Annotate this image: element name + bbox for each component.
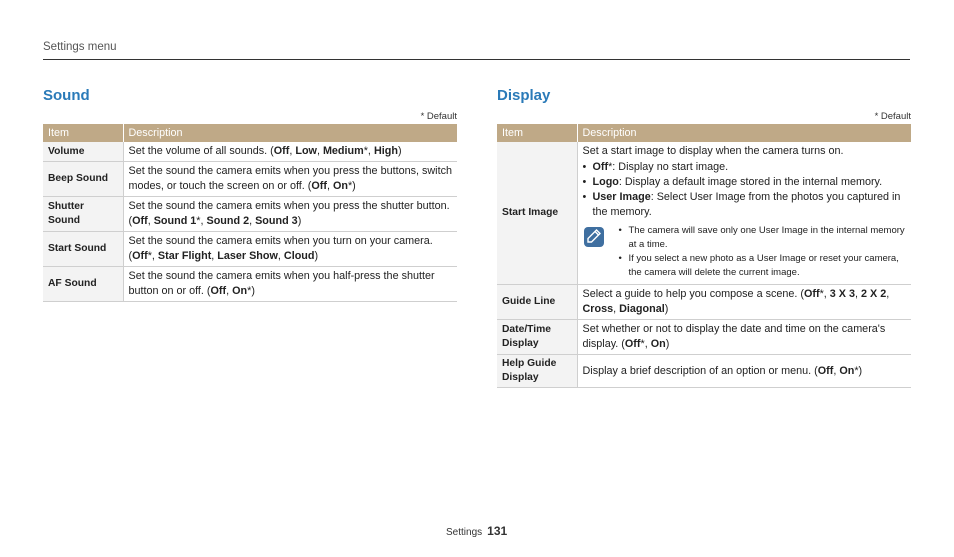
header-divider <box>43 59 910 60</box>
footer-label: Settings <box>446 527 483 538</box>
description-cell: Display a brief description of an option or menu. (Off, On*) <box>577 355 911 388</box>
option-item: • Off*: Display no start image. <box>583 160 907 175</box>
option-item: • Logo: Display a default image stored in the internal memory. <box>583 175 907 190</box>
description-cell: Set whether or not to display the date and time on the camera's display. (Off*, On) <box>577 320 911 355</box>
sound-table <box>43 124 457 302</box>
sound-section <box>43 86 457 302</box>
display-section <box>497 86 911 388</box>
description-cell: Set the volume of all sounds. (Off, Low, Medium*, High) <box>123 142 457 162</box>
option-list <box>583 160 907 220</box>
table-row <box>43 267 457 302</box>
description-cell: Set the sound the camera emits when you turn on your camera. (Off*, Star Flight, Laser Show, Cloud) <box>123 232 457 267</box>
table-row <box>497 285 911 320</box>
table-row <box>497 355 911 388</box>
item-cell: AF Sound <box>43 267 123 302</box>
table-row <box>497 320 911 355</box>
display-table <box>497 124 911 388</box>
running-header: Settings menu <box>43 41 117 53</box>
description-cell: Select a guide to help you compose a scene. (Off*, 3 X 3, 2 X 2, Cross, Diagonal) <box>577 285 911 320</box>
item-cell: Start Sound <box>43 232 123 267</box>
default-note: * Default <box>420 111 457 122</box>
table-row <box>43 197 457 232</box>
item-cell: Volume <box>43 142 123 162</box>
start-image-intro: Set a start image to display when the camera turns on. <box>582 145 844 157</box>
note-pencil-icon <box>583 226 605 248</box>
description-cell: Set the sound the camera emits when you press the shutter button. (Off, Sound 1*, Sound 2, Sound 3) <box>123 197 457 232</box>
page-footer <box>446 524 507 538</box>
sound-title: Sound <box>43 87 90 104</box>
default-note: * Default <box>874 111 911 122</box>
item-column-header: Item <box>43 124 123 142</box>
table-row <box>497 142 911 285</box>
note-list <box>619 224 907 280</box>
item-cell: Beep Sound <box>43 162 123 197</box>
table-header-row <box>497 124 911 142</box>
description-column-header: Description <box>123 124 457 142</box>
description-cell <box>577 142 911 285</box>
note-box <box>583 224 907 280</box>
table-header-row <box>43 124 457 142</box>
table-row <box>43 162 457 197</box>
item-cell: Guide Line <box>497 285 577 320</box>
note-item: • If you select a new photo as a User Image or reset your camera, the camera will delete the current image. <box>619 252 907 279</box>
item-column-header: Item <box>497 124 577 142</box>
display-title: Display <box>497 87 551 104</box>
item-cell: Date/Time Display <box>497 320 577 355</box>
description-column-header: Description <box>577 124 911 142</box>
option-item: • User Image: Select User Image from the photos you captured in the memory. <box>583 190 907 220</box>
note-item: • The camera will save only one User Image in the internal memory at a time. <box>619 224 907 251</box>
description-cell: Set the sound the camera emits when you half-press the shutter button on or off. (Off, On*) <box>123 267 457 302</box>
table-row <box>43 142 457 162</box>
item-cell: Help Guide Display <box>497 355 577 388</box>
item-cell: Start Image <box>497 142 577 285</box>
description-cell: Set the sound the camera emits when you press the buttons, switch modes, or touch the screen on or off. (Off, On*) <box>123 162 457 197</box>
page-number: 131 <box>487 524 508 538</box>
item-cell: Shutter Sound <box>43 197 123 232</box>
table-row <box>43 232 457 267</box>
